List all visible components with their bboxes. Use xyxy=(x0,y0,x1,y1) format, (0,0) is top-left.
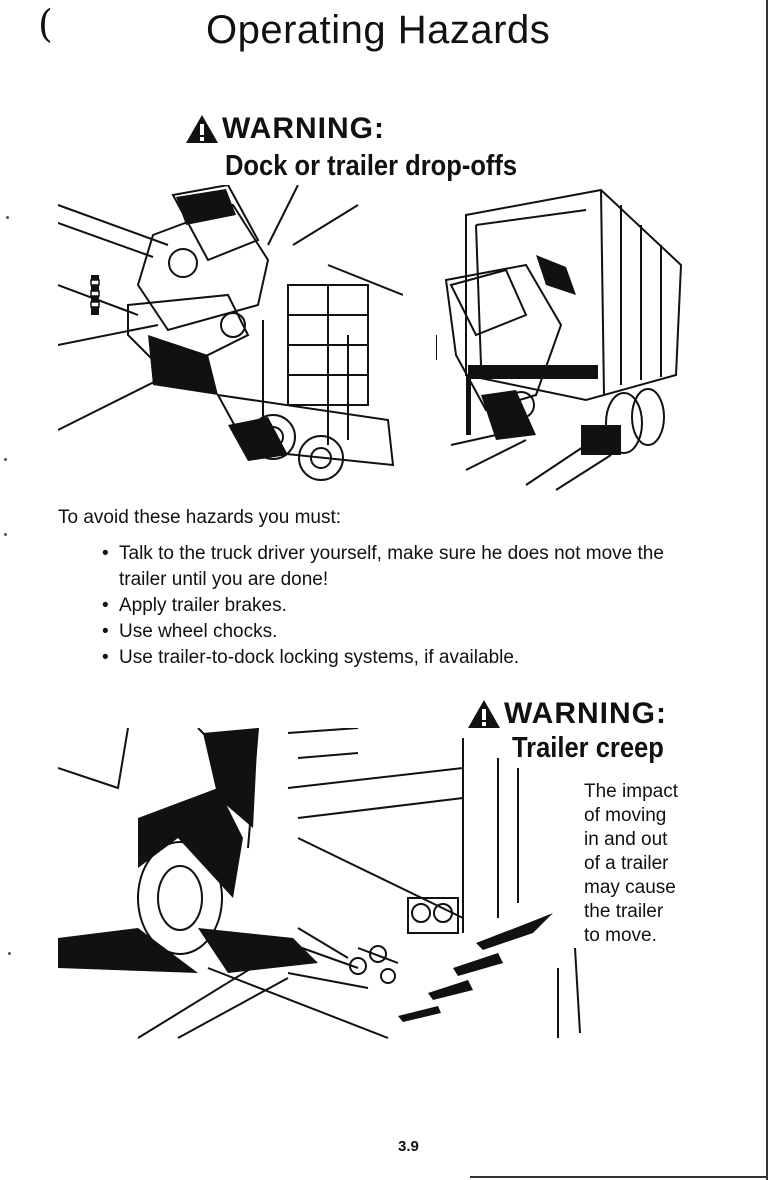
scan-speck xyxy=(4,533,7,536)
trailer-dropoff-illustration xyxy=(436,185,684,495)
page-edge-bottom xyxy=(470,1176,766,1178)
page-edge-right xyxy=(766,0,768,1180)
warning-heading-2 xyxy=(466,697,667,731)
instructions-intro: To avoid these hazards you must: xyxy=(58,507,342,528)
warning-triangle-icon xyxy=(466,698,502,730)
scan-speck xyxy=(4,458,7,461)
scan-speck xyxy=(6,216,9,219)
page-title: Operating Hazards xyxy=(206,8,551,52)
description-line: of a trailer xyxy=(584,853,669,874)
trailer-creep-description xyxy=(584,780,734,948)
warning-label-1: WARNING: xyxy=(222,112,385,145)
dock-dropoff-illustration xyxy=(58,185,403,485)
instructions-list xyxy=(102,541,712,671)
list-item: • Use trailer-to-dock locking systems, if available. xyxy=(102,645,712,671)
trailer-creep-illustration xyxy=(58,728,588,1048)
description-line: the trailer xyxy=(584,901,664,922)
corner-mark: ( xyxy=(38,2,53,46)
page-number: 3.9 xyxy=(398,1138,419,1155)
warning-subtitle-1: Dock or trailer drop-offs xyxy=(225,150,518,182)
warning-triangle-icon xyxy=(184,113,220,145)
description-line: to move. xyxy=(584,925,657,946)
list-item: • Apply trailer brakes. xyxy=(102,593,712,619)
warning-heading-1 xyxy=(184,112,385,146)
description-line: of moving xyxy=(584,805,667,826)
description-line: may cause xyxy=(584,877,676,898)
list-item: • Use wheel chocks. xyxy=(102,619,712,645)
description-line: in and out xyxy=(584,829,668,850)
warning-subtitle-2: Trailer creep xyxy=(512,732,664,764)
description-line: The impact xyxy=(584,781,678,802)
scan-speck xyxy=(8,952,11,955)
list-item: • Talk to the truck driver yourself, make sure he does not move the trailer until you are done! xyxy=(102,541,712,593)
warning-label-2: WARNING: xyxy=(504,697,667,730)
